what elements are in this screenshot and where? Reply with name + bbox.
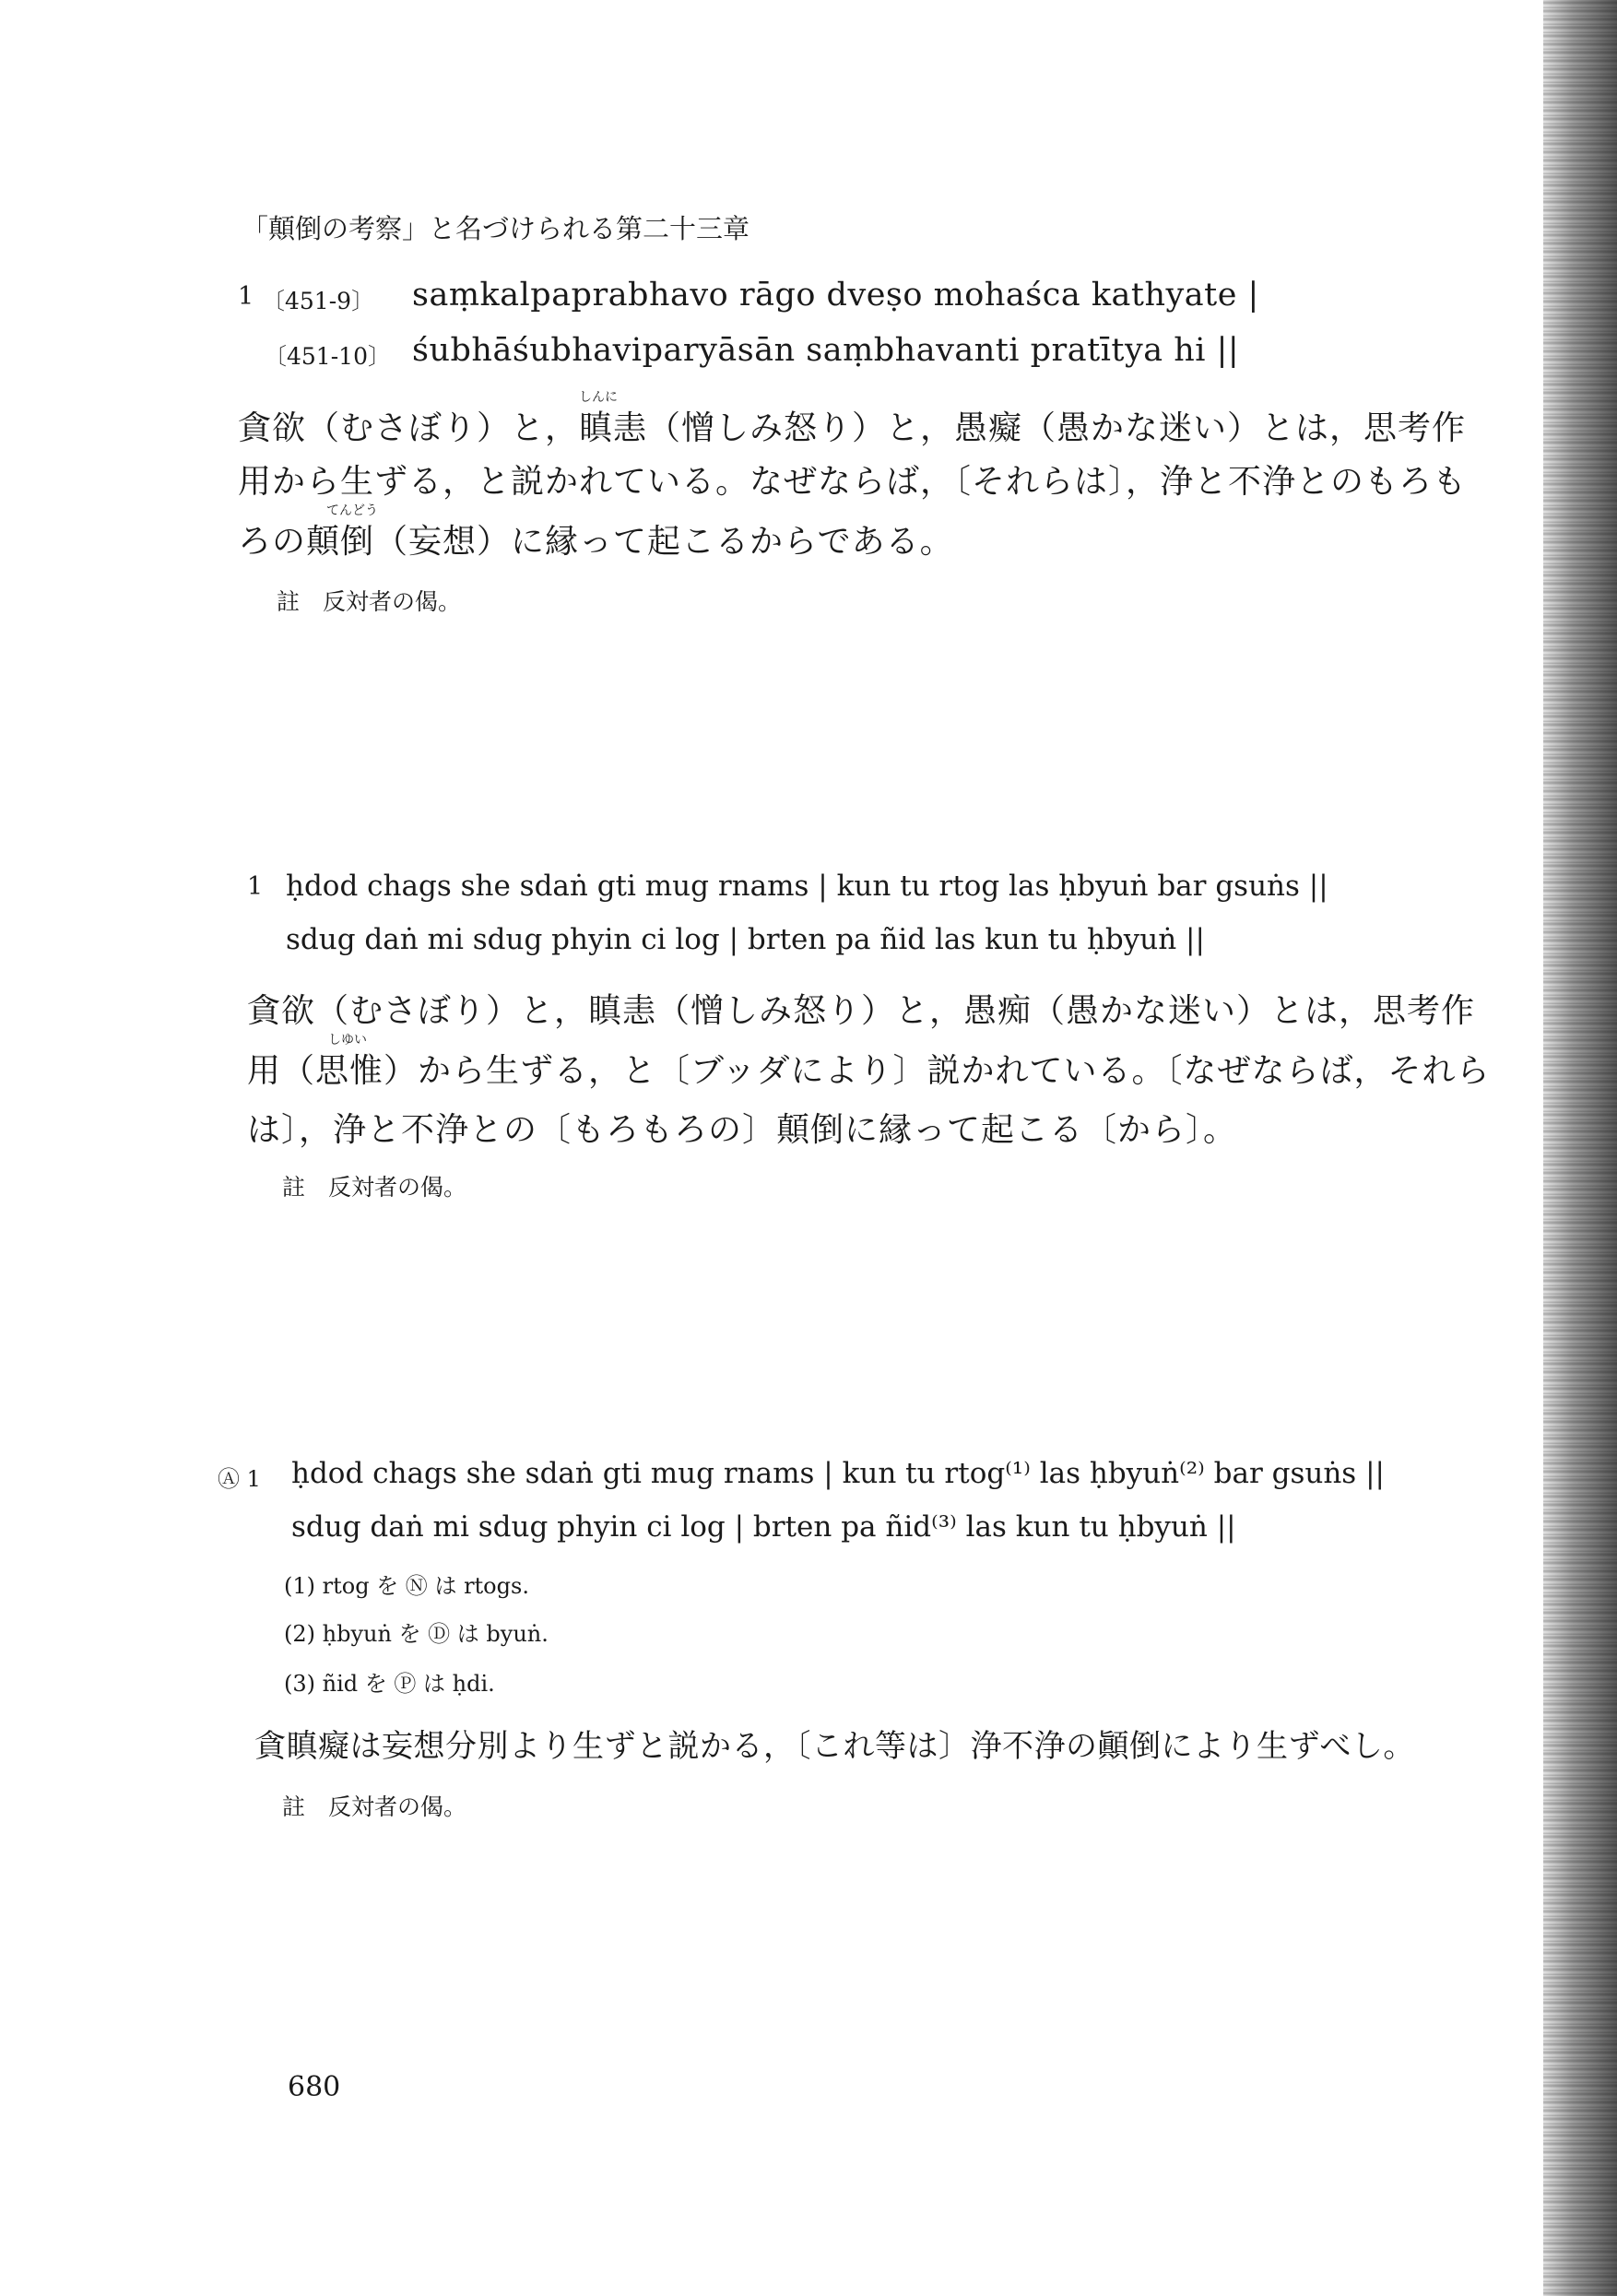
sanskrit-line: śubhāśubhaviparyāsān saṃbhavanti pratītya hi || — [412, 332, 1240, 369]
footnote: (2) ḥbyuṅ を Ⓓ は byuṅ. — [284, 1621, 549, 1647]
translation-line: 貪欲（むさぼり）と，瞋恚（憎しみ怒り）と，愚癡（愚かな迷い）とは，思考作 — [238, 409, 1467, 447]
note: 註 反対者の偈。 — [282, 1174, 467, 1201]
tibetan-line: sdug daṅ mi sdug phyin ci log | brten pa ñid las kun tu ḥbyuṅ || — [286, 923, 1205, 956]
verse-reference: 〔451-9〕 — [262, 288, 375, 314]
sanskrit-line: saṃkalpaprabhavo rāgo dveṣo mohaśca kathyate | — [412, 277, 1259, 314]
translation-line: は〕，浄と不浄との〔もろもろの〕顛倒に縁って起こる〔から〕。 — [247, 1111, 1238, 1149]
footnote: (1) rtog を Ⓝ は rtogs. — [284, 1573, 529, 1599]
translation-line: 用から生ずる，と説かれている。なぜならば，〔それらは〕，浄と不浄とのもろも — [238, 463, 1468, 501]
tibetan-line: sdug daṅ mi sdug phyin ci log | brten pa ñid⁽³⁾ las kun tu ḥbyuṅ || — [291, 1510, 1236, 1544]
note: 註 反対者の偈。 — [282, 1793, 467, 1820]
verse-number: 1 — [247, 872, 264, 901]
note: 註 反対者の偈。 — [277, 588, 462, 615]
verse-number: 1 — [238, 282, 254, 311]
verse-reference: 〔451-10〕 — [264, 343, 391, 370]
translation-line: 用（思惟）から生ずる，と〔ブッダにより〕説かれている。〔なぜならば，それら — [247, 1052, 1491, 1090]
ruby-annotation: しゆい — [328, 1033, 367, 1047]
footnote: (3) ñid を Ⓟ は ḥdi. — [284, 1671, 495, 1697]
chapter-title: 「顛倒の考察」と名づけられる第二十三章 — [242, 213, 750, 244]
translation-line: ろの顛倒（妄想）に縁って起こるからである。 — [238, 523, 954, 561]
tibetan-line: ḥdod chags she sdaṅ gti mug rnams | kun tu rtog las ḥbyuṅ bar gsuṅs || — [286, 870, 1328, 903]
page-number: 680 — [288, 2071, 341, 2103]
translation-line: 貪欲（むさぼり）と，瞋恚（憎しみ怒り）と，愚痴（愚かな迷い）とは，思考作 — [247, 992, 1476, 1030]
variant-marker: Ⓐ 1 — [218, 1466, 261, 1492]
ruby-annotation: しんに — [579, 390, 618, 405]
tibetan-line: ḥdod chags she sdaṅ gti mug rnams | kun tu rtog⁽¹⁾ las ḥbyuṅ⁽²⁾ bar gsuṅs || — [291, 1457, 1385, 1490]
translation-line: 貪瞋癡は妄想分別より生ずと説かる，〔これ等は〕浄不浄の顚倒により生ずべし。 — [254, 1728, 1415, 1765]
ruby-annotation: てんどう — [326, 503, 378, 518]
scan-edge-shadow — [1543, 0, 1617, 2296]
